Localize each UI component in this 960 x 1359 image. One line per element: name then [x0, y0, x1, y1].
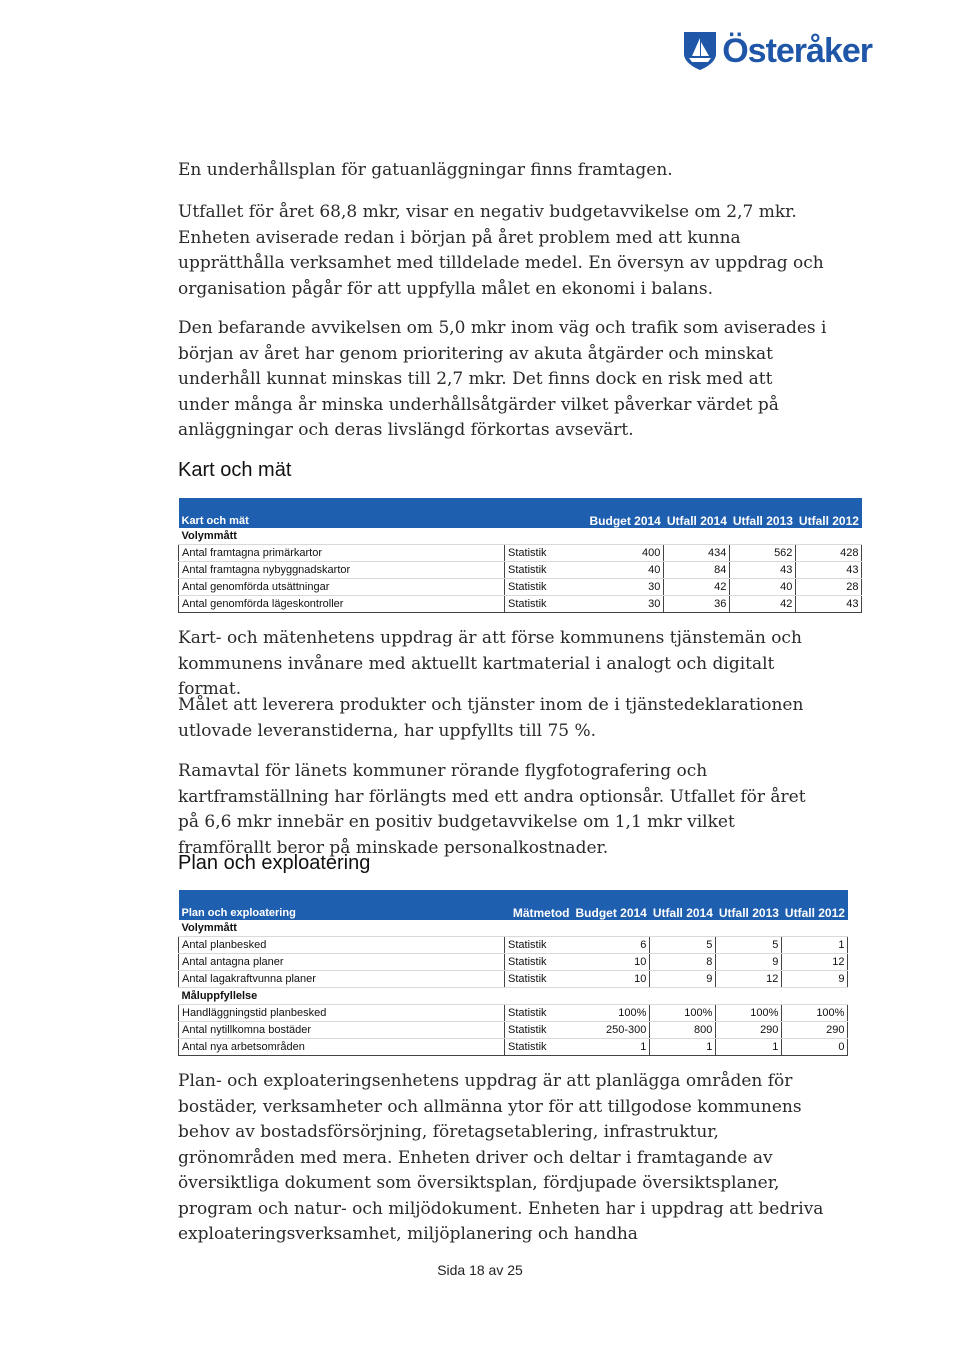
cell-value: 1: [573, 1039, 650, 1056]
row-label: Antal nytillkomna bostäder: [179, 1022, 505, 1039]
cell-value: 5: [650, 937, 716, 954]
kart-och-mat-table: [178, 498, 862, 613]
cell-value: 43: [796, 562, 862, 579]
row-method: Statistik: [505, 1039, 573, 1056]
cell-value: 36: [664, 596, 730, 613]
cell-value: 40: [587, 562, 664, 579]
cell-value: 562: [730, 545, 796, 562]
page-number: Sida 18 av 25: [437, 1262, 523, 1278]
cell-value: 42: [730, 596, 796, 613]
table-row: [179, 1039, 848, 1056]
table-row: [179, 937, 848, 954]
table-title: Kart och mät: [179, 498, 505, 528]
row-method: Statistik: [505, 562, 587, 579]
cell-value: 1: [650, 1039, 716, 1056]
group-row: [179, 988, 848, 1005]
cell-value: 428: [796, 545, 862, 562]
row-label: Handläggningstid planbesked: [179, 1005, 505, 1022]
cell-value: 42: [664, 579, 730, 596]
cell-value: 1: [716, 1039, 782, 1056]
table-row: [179, 545, 862, 562]
cell-value: 30: [587, 596, 664, 613]
cell-value: 100%: [716, 1005, 782, 1022]
paragraph: En underhållsplan för gatuanläggningar finns framtagen.: [178, 160, 673, 180]
plan-och-exploatering-table: [178, 890, 848, 1056]
group-label: Volymmått: [179, 528, 862, 545]
method-header: Mätmetod: [505, 890, 573, 920]
cell-value: 8: [650, 954, 716, 971]
cell-value: 12: [716, 971, 782, 988]
row-method: Statistik: [505, 1022, 573, 1039]
cell-value: 434: [664, 545, 730, 562]
paragraph: Utfallet för året 68,8 mkr, visar en negativ budgetavvikelse om 2,7 mkr. Enheten aviserade redan i början på året problem med att kunna upprätthålla verksamhet med tilldelade medel. En översyn av uppdrag och organisation pågår för att uppfylla målet en ekonomi i balans.: [178, 202, 824, 299]
cell-value: 43: [796, 596, 862, 613]
logo-text: Österåker: [722, 31, 872, 70]
column-header: Utfall 2013: [730, 498, 796, 528]
cell-value: 5: [716, 937, 782, 954]
group-row: [179, 920, 848, 937]
row-method: Statistik: [505, 971, 573, 988]
cell-value: 100%: [782, 1005, 848, 1022]
cell-value: 28: [796, 579, 862, 596]
row-method: Statistik: [505, 954, 573, 971]
cell-value: 9: [716, 954, 782, 971]
cell-value: 290: [716, 1022, 782, 1039]
paragraph: Målet att leverera produkter och tjänster inom de i tjänstedeklarationen utlovade leveranstiderna, har uppfyllts till 75 %.: [178, 695, 804, 741]
row-method: Statistik: [505, 1005, 573, 1022]
cell-value: 40: [730, 579, 796, 596]
column-header: Utfall 2012: [796, 498, 862, 528]
cell-value: 30: [587, 579, 664, 596]
section-heading-kart: Kart och mät: [178, 459, 292, 481]
column-header: Utfall 2012: [782, 890, 848, 920]
header-logo: [682, 30, 872, 72]
cell-value: 12: [782, 954, 848, 971]
row-label: Antal framtagna primärkartor: [179, 545, 505, 562]
column-header: Utfall 2013: [716, 890, 782, 920]
group-label: Måluppfyllelse: [179, 988, 848, 1005]
paragraph: Den befarande avvikelsen om 5,0 mkr inom väg och trafik som aviserades i början av året har genom prioritering av akuta åtgärder och minskat underhåll kunnat minskas till 2,7 mkr. Det finns dock en risk med att under många år minska underhållsåtgärder vilket påverkar värdet på anläggningar och deras livslängd förkortas avsevärt.: [178, 318, 827, 440]
cell-value: 1: [782, 937, 848, 954]
row-label: Antal genomförda lägeskontroller: [179, 596, 505, 613]
cell-value: 0: [782, 1039, 848, 1056]
cell-value: 9: [782, 971, 848, 988]
cell-value: 400: [587, 545, 664, 562]
table-row: [179, 562, 862, 579]
cell-value: 84: [664, 562, 730, 579]
table-header-row: [179, 498, 862, 528]
paragraph: Kart- och mätenhetens uppdrag är att förse kommunens tjänstemän och kommunens invånare med aktuellt kartmaterial i analogt och digitalt format.: [178, 628, 802, 699]
group-row: [179, 528, 862, 545]
table-row: [179, 1022, 848, 1039]
cell-value: 250-300: [573, 1022, 650, 1039]
row-label: Antal nya arbetsområden: [179, 1039, 505, 1056]
row-method: Statistik: [505, 596, 587, 613]
table-row: [179, 1005, 848, 1022]
section-heading-plan: Plan och exploatering: [178, 852, 371, 874]
table-row: [179, 579, 862, 596]
row-label: Antal planbesked: [179, 937, 505, 954]
table-row: [179, 971, 848, 988]
cell-value: 43: [730, 562, 796, 579]
table-title: Plan och exploatering: [179, 890, 505, 920]
row-label: Antal lagakraftvunna planer: [179, 971, 505, 988]
group-label: Volymmått: [179, 920, 848, 937]
row-label: Antal framtagna nybyggnadskartor: [179, 562, 505, 579]
cell-value: 800: [650, 1022, 716, 1039]
row-method: Statistik: [505, 937, 573, 954]
cell-value: 10: [573, 954, 650, 971]
column-header: Utfall 2014: [664, 498, 730, 528]
cell-value: 290: [782, 1022, 848, 1039]
row-label: Antal antagna planer: [179, 954, 505, 971]
column-header: Budget 2014: [587, 498, 664, 528]
table-row: [179, 596, 862, 613]
cell-value: 6: [573, 937, 650, 954]
column-header: Budget 2014: [573, 890, 650, 920]
row-method: Statistik: [505, 545, 587, 562]
table-row: [179, 954, 848, 971]
cell-value: 9: [650, 971, 716, 988]
method-header: [505, 498, 587, 528]
table-header-row: [179, 890, 848, 920]
municipality-crest-icon: [682, 30, 718, 72]
cell-value: 10: [573, 971, 650, 988]
column-header: Utfall 2014: [650, 890, 716, 920]
row-label: Antal genomförda utsättningar: [179, 579, 505, 596]
paragraph: Plan- och exploateringsenhetens uppdrag är att planlägga områden för bostäder, verksamheter och allmänna ytor för att tillgodose kommunens behov av bostadsförsörjning, företagsetablering, infrastruktur, grönområden med mera. Enheten driver och deltar i framtagande av översiktliga dokument som översiktsplan, fördjupade översiktsplaner, program och natur- och miljödokument. Enheten har i uppdrag att bedriva exploateringsverksamhet, miljöplanering och handha: [178, 1071, 824, 1244]
cell-value: 100%: [650, 1005, 716, 1022]
cell-value: 100%: [573, 1005, 650, 1022]
paragraph: Ramavtal för länets kommuner rörande flygfotografering och kartframställning har förlängts med ett andra optionsår. Utfallet för året på 6,6 mkr innebär en positiv budgetavvikelse om 1,1 mkr vilket framförallt beror på minskade personalkostnader.: [178, 761, 806, 858]
row-method: Statistik: [505, 579, 587, 596]
